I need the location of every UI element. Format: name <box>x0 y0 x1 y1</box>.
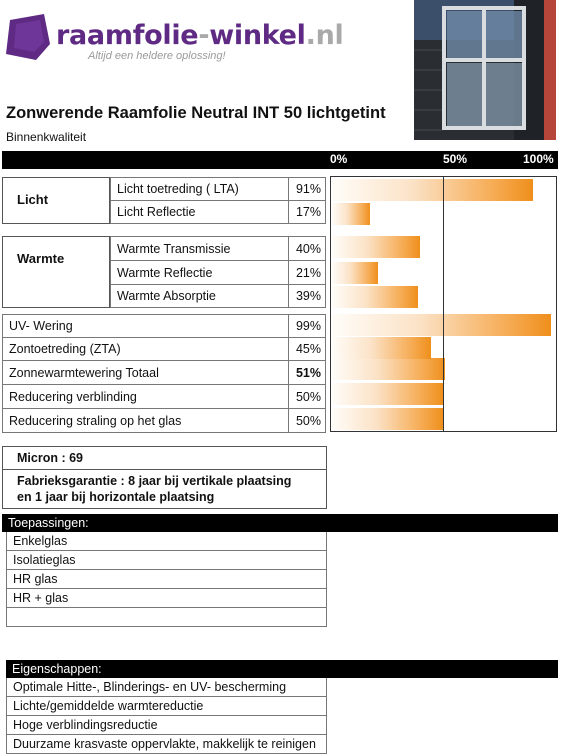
applications-header: Toepassingen: <box>2 514 558 532</box>
row-uv-value: 99% <box>288 314 326 338</box>
brand-name-tld: .nl <box>305 20 344 51</box>
row-heat-absorption-label: Warmte Absorptie <box>110 284 289 308</box>
warranty-line-2: en 1 jaar bij horizontale plaatsing <box>17 490 215 504</box>
scale-label-50: 50% <box>443 152 468 166</box>
row-total-heat-value: 51% <box>288 360 326 385</box>
warranty-line-1: Fabrieksgarantie : 8 jaar bij vertikale plaatsing <box>17 474 292 488</box>
scale-label-0: 0% <box>330 152 348 166</box>
brand-slogan: Altijd een heldere oplossing! <box>88 50 226 62</box>
property-item: Lichte/gemiddelde warmtereductie <box>6 697 327 716</box>
micron-text: Micron : 69 <box>17 451 83 465</box>
chart-bar <box>332 286 418 308</box>
row-glare-label: Reducering verblinding <box>2 384 289 409</box>
property-item: Hoge verblindingsreductie <box>6 716 327 735</box>
row-zta-label: Zontoetreding (ZTA) <box>2 337 289 361</box>
group-light <box>2 177 110 224</box>
brand-logo-icon <box>6 14 50 60</box>
row-light-reflection-value: 17% <box>288 200 326 224</box>
brand-name-dot: - <box>198 20 210 51</box>
row-heat-transmission-value: 40% <box>288 236 326 261</box>
group-light-label: Licht <box>17 192 49 207</box>
row-heat-absorption-value: 39% <box>288 284 326 308</box>
chart-bar <box>332 408 443 430</box>
row-heat-reflection-label: Warmte Reflectie <box>110 260 289 285</box>
chart-50-percent-line <box>443 177 444 431</box>
group-heat-label: Warmte <box>17 251 65 266</box>
scale-bar <box>2 151 558 169</box>
property-item: Optimale Hitte-, Blinderings- en UV- bescherming <box>6 678 327 697</box>
product-title: Zonwerende Raamfolie Neutral INT 50 lichtgetint <box>6 104 386 122</box>
application-item: Enkelglas <box>6 532 327 551</box>
chart-bar <box>332 236 420 258</box>
row-light-transmission-value: 91% <box>288 177 326 201</box>
property-item: Duurzame krasvaste oppervlakte, makkelijk te reinigen <box>6 735 327 754</box>
row-radiation-value: 50% <box>288 408 326 433</box>
chart-bar <box>332 337 431 359</box>
chart-bar <box>332 262 378 284</box>
product-quality: Binnenkwaliteit <box>6 130 87 144</box>
row-radiation-label: Reducering straling op het glas <box>2 408 289 433</box>
row-uv-label: UV- Wering <box>2 314 289 338</box>
application-item <box>6 608 327 627</box>
chart-bar <box>332 383 443 405</box>
row-light-reflection-label: Licht Reflectie <box>110 200 289 224</box>
row-zta-value: 45% <box>288 337 326 361</box>
application-item: HR + glas <box>6 589 327 608</box>
row-heat-transmission-label: Warmte Transmissie <box>110 236 289 261</box>
row-light-transmission-label: Licht toetreding ( LTA) <box>110 177 289 201</box>
row-total-heat-label: Zonnewarmtewering Totaal <box>2 360 289 385</box>
application-item: Isolatieglas <box>6 551 327 570</box>
chart-bar <box>332 203 370 225</box>
chart-bar <box>332 314 551 336</box>
properties-header: Eigenschappen: <box>6 660 558 678</box>
row-heat-reflection-value: 21% <box>288 260 326 285</box>
brand-name-main: raamfolie <box>56 20 199 51</box>
row-glare-value: 50% <box>288 384 326 409</box>
brand-name[interactable] <box>56 20 343 51</box>
application-item: HR glas <box>6 570 327 589</box>
chart-bar <box>332 358 445 380</box>
warranty-box <box>2 469 327 509</box>
chart-bar <box>332 179 533 201</box>
scale-label-100: 100% <box>523 152 554 166</box>
building-photo <box>414 0 556 140</box>
brand-name-second: winkel <box>209 20 306 51</box>
group-heat <box>2 236 110 308</box>
performance-bar-chart <box>330 176 557 432</box>
micron-box <box>2 446 327 470</box>
